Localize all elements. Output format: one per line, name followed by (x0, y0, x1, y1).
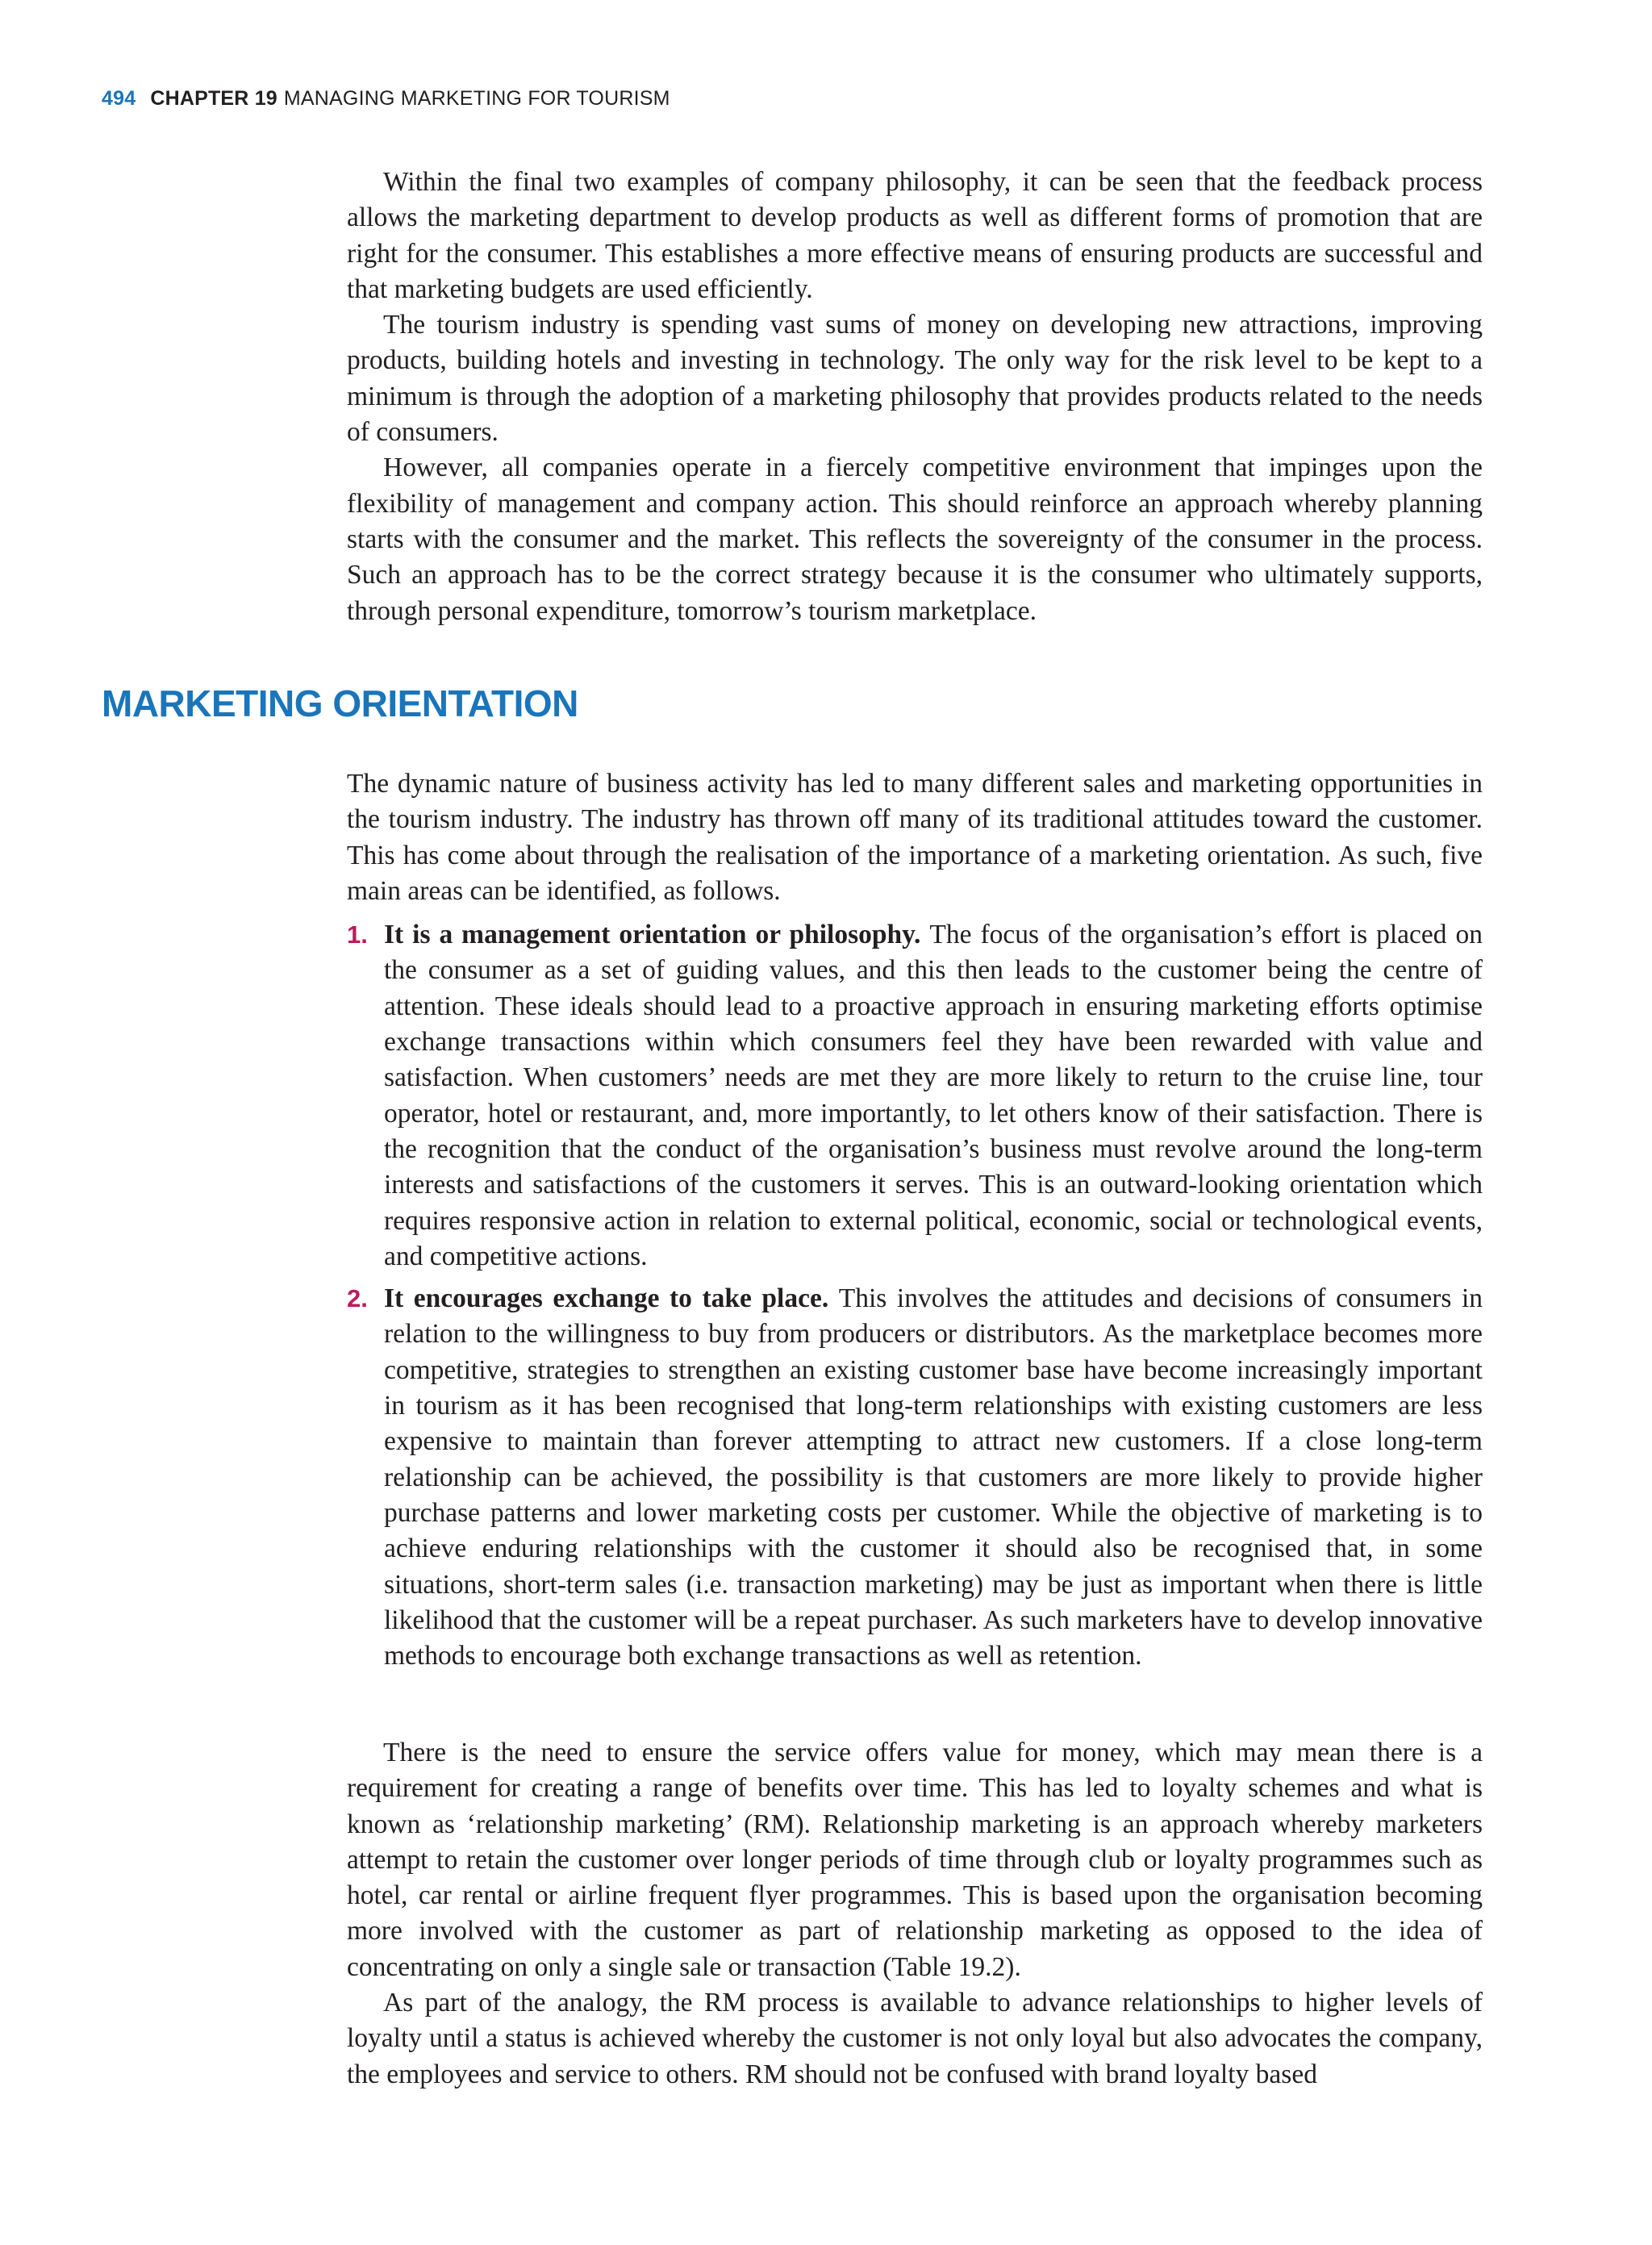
running-header (102, 87, 670, 111)
body-paragraph: There is the need to ensure the service offers value for money, which may mean there is a requirement for creating a range of benefits over time. This has led to loyalty schemes and what is known as ‘relationship marketing’ (RM). Relationship marketing is an approach whereby marketers attempt to retain the customer over longer periods of time through club or loyalty programmes such as hotel, car rental or airline frequent flyer programmes. This is based upon the organisation becoming more involved with the customer as part of relationship marketing as opposed to the idea of concentrating on only a single sale or transaction (Table 19.2). (347, 1738, 1483, 1982)
section-text-block (347, 766, 1483, 1680)
list-item-lead: It encourages exchange to take place. (384, 1283, 839, 1314)
list-item-text: This involves the attitudes and decisions of consumers in relation to the willingness to buy from producers or distributors. As the marketplace becomes more competitive, strategies to strengthen an existing customer base have become increasingly important in tourism as it has been recognised that long-term relationships with existing customers are less expensive to maintain than forever attempting to attract new customers. If a close long-term relationship can be achieved, the possibility is that customers are more likely to provide higher purchase patterns and lower marketing costs per customer. While the objective of marketing is to achieve enduring relationships with the customer it should also be recognised that, in some situations, short-term sales (i.e. transaction marketing) may be just as important when there is little likelihood that the customer will be a repeat purchaser. As such marketers have to develop innovative methods to encourage both exchange transactions as well as retention. (384, 1283, 1483, 1671)
body-paragraph: As part of the analogy, the RM process is available to advance relationships to higher levels of loyalty until a status is achieved whereby the customer is not only loyal but also advocates the company, the employees and service to others. RM should not be confused with brand loyalty based (347, 1988, 1483, 2089)
list-item-number: 1. (347, 920, 368, 949)
list-item (347, 917, 1483, 1275)
intro-text-block (347, 165, 1483, 629)
list-item (347, 1281, 1483, 1674)
closing-text-block (347, 1735, 1483, 2093)
body-paragraph: The tourism industry is spending vast sums of money on developing new attractions, improving products, building hotels and investing in technology. The only way for the risk level to be kept to a minimum is through the adoption of a marketing philosophy that provides products related to the needs of consumers. (347, 310, 1483, 448)
list-item-text: The focus of the organisation’s effort is placed on the consumer as a set of guiding values, and this then leads to the customer being the centre of attention. These ideals should lead to a proactive approach in ensuring marketing efforts optimise exchange transactions within which consumers feel they have been rewarded with value and satisfaction. When customers’ needs are met they are more likely to return to the cruise line, tour operator, hotel or restaurant, and, more importantly, to let others know of their satisfaction. There is the recognition that the conduct of the organisation’s business must revolve around the long-term interests and satisfactions of the customers it serves. This is an outward-looking orientation which requires responsive action in relation to external political, economic, social or technological events, and competitive actions. (384, 920, 1483, 1271)
list-item-number: 2. (347, 1284, 368, 1313)
section-heading: MARKETING ORIENTATION (102, 682, 578, 724)
list-item-lead: It is a management orientation or philosophy. (384, 920, 930, 950)
numbered-list (347, 917, 1483, 1674)
chapter-label: CHAPTER 19 (150, 87, 277, 110)
chapter-title: MANAGING MARKETING FOR TOURISM (283, 87, 670, 110)
body-paragraph: However, all companies operate in a fiercely competitive environment that impinges upon the flexibility of management and company action. This should reinforce an approach whereby planning starts with the consumer and the market. This reflects the sovereignty of the consumer in the process. Such an approach has to be the correct strategy because it is the consumer who ultimately supports, through personal expenditure, tomorrow’s tourism marketplace. (347, 453, 1483, 626)
section-opening-paragraph: The dynamic nature of business activity has led to many different sales and marketing opportunities in the tourism industry. The industry has thrown off many of its traditional attitudes toward the customer. This has come about through the realisation of the importance of a marketing orientation. As such, five main areas can be identified, as follows. (347, 769, 1483, 906)
page-number: 494 (102, 87, 136, 110)
body-paragraph: Within the final two examples of company philosophy, it can be seen that the feedback process allows the marketing department to develop products as well as different forms of promotion that are right for the consumer. This establishes a more effective means of ensuring products are successful and that marketing budgets are used efficiently. (347, 167, 1483, 304)
